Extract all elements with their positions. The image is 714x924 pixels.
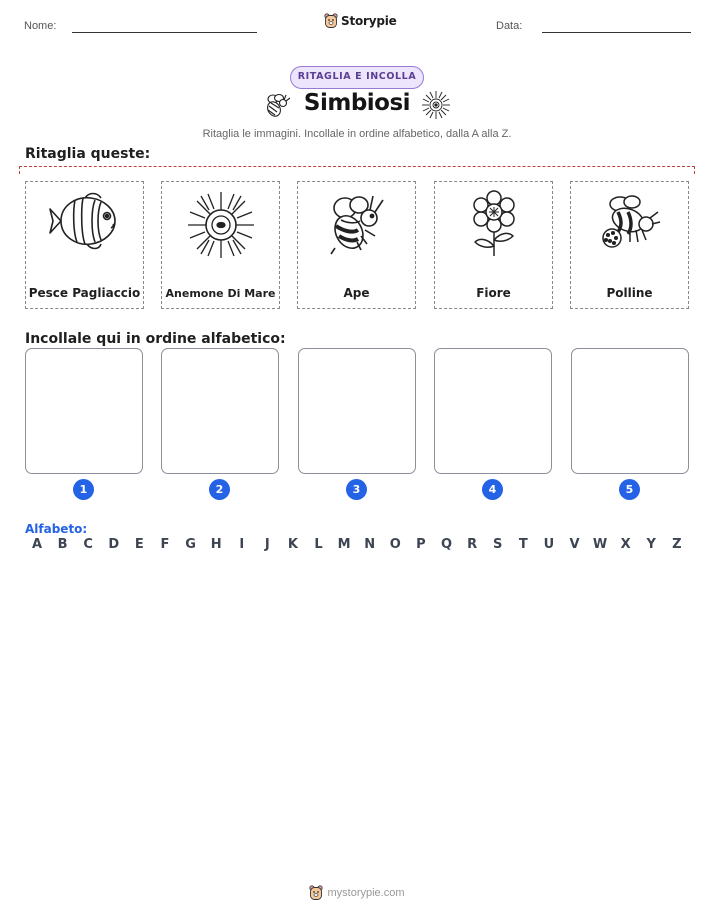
position-number-4: 4: [482, 479, 503, 500]
position-number-3: 3: [346, 479, 367, 500]
alphabet-title: Alfabeto:: [25, 522, 88, 536]
date-label: Data:: [496, 20, 523, 32]
name-line[interactable]: [72, 32, 257, 33]
footer: [0, 885, 714, 901]
alphabet-letter: O: [389, 537, 401, 552]
alphabet-letter: W: [592, 537, 608, 552]
alphabet-letter: I: [239, 537, 245, 552]
pollen-icon: [598, 190, 662, 254]
position-number-5: 5: [619, 479, 640, 500]
bee-icon: [325, 190, 389, 258]
sea-anemone-icon: [186, 190, 256, 260]
alphabet-letter: A: [31, 537, 43, 552]
cut-card-ape[interactable]: [297, 181, 416, 309]
cut-card-label: Ape: [343, 286, 370, 300]
cut-card-fiore[interactable]: [434, 181, 553, 309]
storypie-logo: [324, 13, 397, 29]
alphabet-letter: M: [337, 537, 351, 552]
page-title: Simbiosi: [303, 90, 411, 116]
alphabet-letter: Q: [440, 537, 453, 552]
cut-card-polline[interactable]: [570, 181, 689, 309]
alphabet-letter: F: [160, 537, 170, 552]
position-number-2: 2: [209, 479, 230, 500]
clownfish-icon: [47, 190, 123, 252]
alphabet-letter: X: [620, 537, 631, 552]
cut-card-label: Anemone Di Mare: [165, 287, 276, 300]
cut-section-title: Ritaglia queste:: [25, 146, 151, 162]
date-line[interactable]: [542, 32, 691, 33]
position-number-1: 1: [73, 479, 94, 500]
cut-line: [19, 166, 695, 174]
alphabet-letter: P: [416, 537, 426, 552]
alphabet-letter: R: [467, 537, 478, 552]
alphabet-letter: K: [287, 537, 298, 552]
paste-box-2[interactable]: [161, 348, 279, 474]
alphabet-letter: Y: [646, 537, 656, 552]
alphabet-letter: J: [264, 537, 270, 552]
alphabet-letter: C: [83, 537, 93, 552]
bee-icon: [262, 91, 292, 121]
alphabet-letter: S: [493, 537, 503, 552]
alphabet-letter: E: [134, 537, 144, 552]
paste-box-3[interactable]: [298, 348, 416, 474]
alphabet-letter: L: [314, 537, 323, 552]
alphabet-letter: G: [185, 537, 196, 552]
paste-box-4[interactable]: [434, 348, 552, 474]
alphabet-letter: T: [518, 537, 528, 552]
alphabet-letter: U: [543, 537, 555, 552]
paste-box-5[interactable]: [571, 348, 689, 474]
cut-card-label: Polline: [606, 286, 653, 300]
instructions-text: Ritaglia le immagini. Incollale in ordine alfabetico, dalla A alla Z.: [202, 128, 512, 140]
paste-box-1[interactable]: [25, 348, 143, 474]
activity-badge: RITAGLIA E INCOLLA: [290, 66, 424, 89]
sea-anemone-icon: [421, 90, 451, 120]
alphabet-row: [25, 537, 689, 552]
flower-icon: [469, 190, 519, 260]
alphabet-letter: Z: [672, 537, 682, 552]
cut-card-anemone-di-mare[interactable]: [161, 181, 280, 309]
cut-card-pesce-pagliaccio[interactable]: [25, 181, 144, 309]
brand-name: Storypie: [341, 14, 397, 28]
footer-url[interactable]: mystorypie.com: [327, 887, 405, 899]
title-row: [0, 90, 714, 122]
alphabet-letter: N: [364, 537, 376, 552]
alphabet-letter: D: [108, 537, 120, 552]
storypie-mascot-icon: [324, 13, 338, 29]
alphabet-letter: V: [569, 537, 580, 552]
cut-card-label: Pesce Pagliaccio: [28, 286, 141, 300]
alphabet-letter: H: [210, 537, 222, 552]
alphabet-letter: B: [57, 537, 68, 552]
paste-section-title: Incollale qui in ordine alfabetico:: [25, 331, 286, 347]
cut-card-label: Fiore: [476, 286, 511, 300]
storypie-mascot-icon: [309, 885, 323, 901]
name-label: Nome:: [24, 20, 57, 32]
